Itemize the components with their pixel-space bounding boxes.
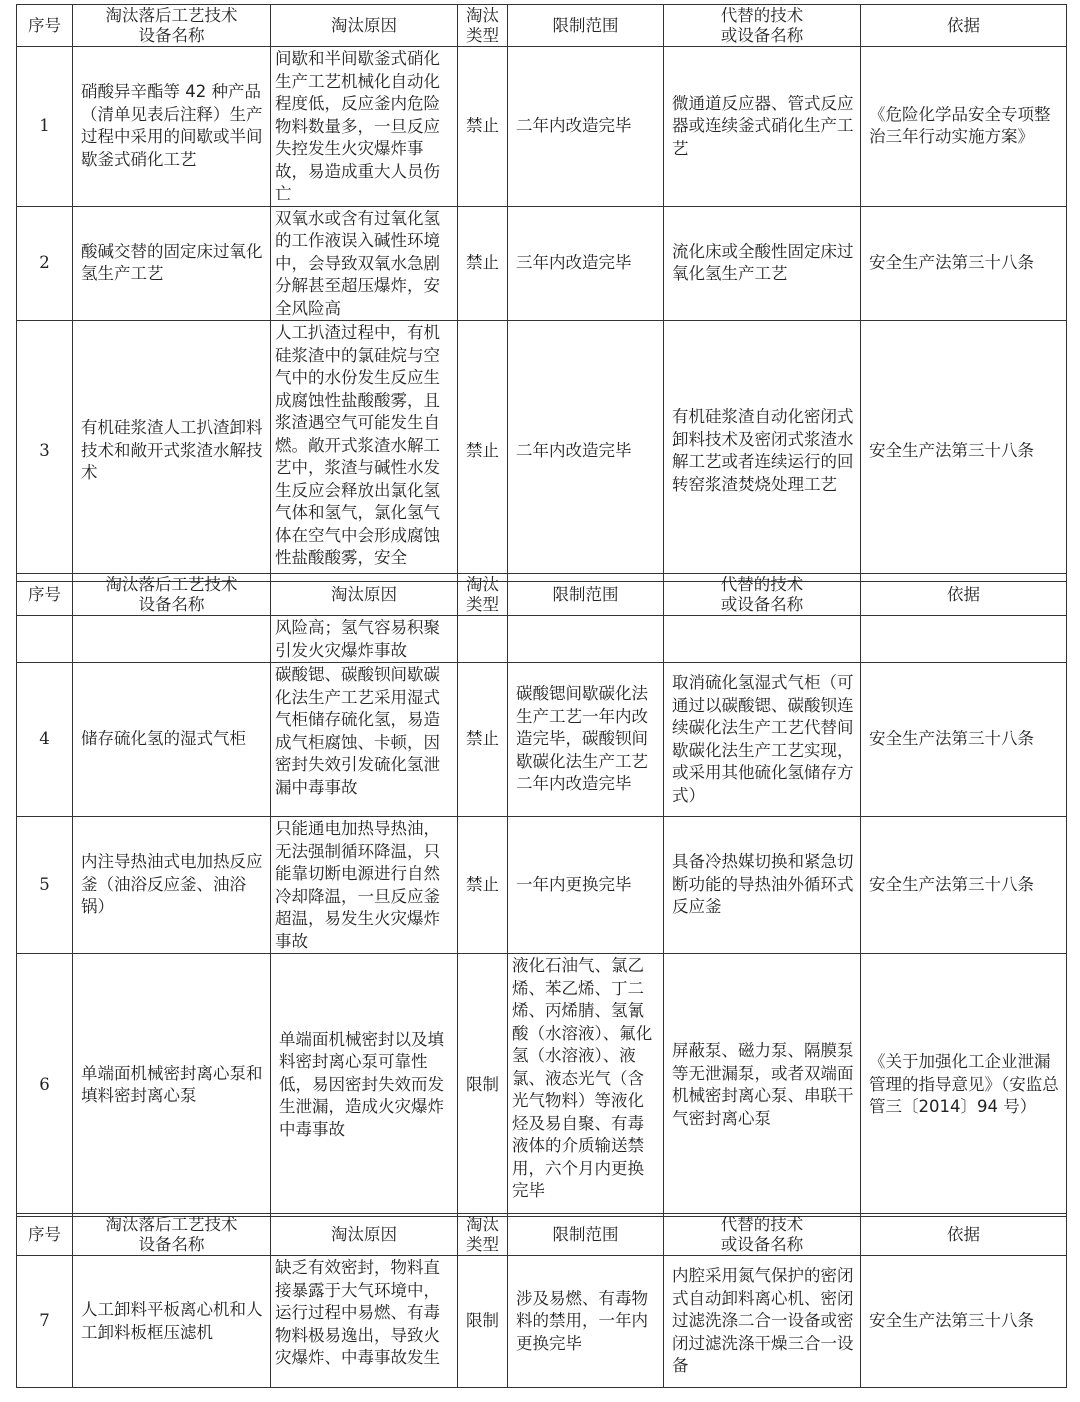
row-reason: 单端面机械密封以及填料密封离心泵可靠性低，易因密封失效而发生泄漏，造成火灾爆炸中毒事故	[271, 954, 458, 1217]
header-name	[73, 574, 271, 616]
row-num: 7	[17, 1256, 73, 1388]
row-name: 单端面机械密封离心泵和填料密封离心泵	[73, 954, 271, 1217]
row-type: 禁止	[458, 817, 508, 954]
table-row	[17, 954, 1067, 1217]
header-alt-line2: 或设备名称	[720, 25, 804, 45]
header-reason: 淘汰原因	[271, 5, 458, 47]
row-reason: 缺乏有效密封，物料直接暴露于大气环境中，运行过程中易燃、有毒物料极易逸出，导致火灾爆炸、中毒事故发生	[271, 1256, 458, 1388]
header-alternative	[664, 574, 861, 616]
header-type-line1: 淘汰	[466, 5, 499, 25]
table-row	[17, 206, 1067, 321]
row-reason: 只能通电加热导热油，无法强制循环降温，只能靠切断电源进行自然冷却降温，一旦反应釜超温，易发生火灾爆炸事故	[271, 817, 458, 954]
row-type: 限制	[458, 954, 508, 1217]
header-name	[73, 1214, 271, 1256]
header-scope: 限制范围	[508, 574, 664, 616]
header-scope: 限制范围	[508, 5, 664, 47]
row-alternative: 屏蔽泵、磁力泵、隔膜泵等无泄漏泵，或者双端面机械密封离心泵、串联干气密封离心泵	[664, 954, 861, 1217]
header-row	[17, 1214, 1067, 1256]
row-num: 1	[17, 47, 73, 207]
header-alt-line2: 或设备名称	[720, 594, 804, 614]
header-alt-line1: 代替的技术	[720, 5, 804, 25]
row-name: 储存硫化氢的湿式气柜	[73, 663, 271, 817]
row-type: 限制	[458, 1256, 508, 1388]
row-num: 3	[17, 321, 73, 582]
table-row	[17, 321, 1067, 582]
header-type	[458, 5, 508, 47]
header-alternative	[664, 1214, 861, 1256]
table-row	[17, 1256, 1067, 1388]
table-page-2	[16, 573, 1067, 1217]
header-basis: 依据	[861, 574, 1067, 616]
header-alt-line2: 或设备名称	[720, 1234, 804, 1254]
row-scope: 碳酸锶间歇碳化法生产工艺一年内改造完毕，碳酸钡间歇碳化法生产工艺二年内改造完毕	[508, 663, 664, 817]
header-basis: 依据	[861, 1214, 1067, 1256]
header-row	[17, 5, 1067, 47]
table-page-3	[16, 1213, 1067, 1388]
header-name-line1: 淘汰落后工艺技术	[105, 574, 238, 594]
row-basis: 《危险化学品安全专项整治三年行动实施方案》	[861, 47, 1067, 207]
table-row	[17, 663, 1067, 817]
table-row	[17, 817, 1067, 954]
row-name: 内注导热油式电加热反应釜（油浴反应釜、油浴锅）	[73, 817, 271, 954]
header-reason: 淘汰原因	[271, 574, 458, 616]
row-name: 硝酸异辛酯等 42 种产品（清单见表后注释）生产过程中采用的间歇或半间歇釜式硝化工艺	[73, 47, 271, 207]
row-reason: 碳酸锶、碳酸钡间歇碳化法生产工艺采用湿式气柜储存硫化氢，易造成气柜腐蚀、卡顿，因密封失效引发硫化氢泄漏中毒事故	[271, 663, 458, 817]
header-name-line1: 淘汰落后工艺技术	[105, 5, 238, 25]
row-name: 人工卸料平板离心机和人工卸料板框压滤机	[73, 1256, 271, 1388]
header-type	[458, 1214, 508, 1256]
row-num: 5	[17, 817, 73, 954]
header-name	[73, 5, 271, 47]
header-type	[458, 574, 508, 616]
header-type-line2: 类型	[466, 594, 499, 614]
header-alt-line1: 代替的技术	[720, 1214, 804, 1234]
header-row	[17, 574, 1067, 616]
row-reason: 间歇和半间歇釜式硝化生产工艺机械化自动化程度低，反应釜内危险物料数量多，一旦反应失控发生火灾爆炸事故，易造成重大人员伤亡	[271, 47, 458, 207]
row-basis: 安全生产法第三十八条	[861, 206, 1067, 321]
header-alt-line1: 代替的技术	[720, 574, 804, 594]
row-alternative: 内腔采用氮气保护的密闭式自动卸料离心机、密闭过滤洗涤二合一设备或密闭过滤洗涤干燥三合一设备	[664, 1256, 861, 1388]
row-alternative: 有机硅浆渣自动化密闭式卸料技术及密闭式浆渣水解工艺或者连续运行的回转窑浆渣焚烧处理工艺	[664, 321, 861, 582]
row-scope: 一年内更换完毕	[508, 817, 664, 954]
header-basis: 依据	[861, 5, 1067, 47]
header-num: 序号	[17, 1214, 73, 1256]
row-name: 有机硅浆渣人工扒渣卸料技术和敞开式浆渣水解技术	[73, 321, 271, 582]
row-scope: 二年内改造完毕	[508, 47, 664, 207]
row-type: 禁止	[458, 47, 508, 207]
header-alternative	[664, 5, 861, 47]
table-row-continued	[17, 616, 1067, 663]
row-type: 禁止	[458, 663, 508, 817]
header-type-line1: 淘汰	[466, 574, 499, 594]
row-reason: 人工扒渣过程中，有机硅浆渣中的氯硅烷与空气中的水份发生反应生成腐蚀性盐酸酸雾，且浆渣遇空气可能发生自燃。敞开式浆渣水解工艺中，浆渣与碱性水发生反应会释放出氯化氢气体和氢气，氯化氢气体在空气中会形成腐蚀性盐酸酸雾，安全	[271, 321, 458, 582]
row-scope: 二年内改造完毕	[508, 321, 664, 582]
row-alternative: 取消硫化氢湿式气柜（可通过以碳酸锶、碳酸钡连续碳化法生产工艺代替间歇碳化法生产工艺实现，或采用其他硫化氢储存方式）	[664, 663, 861, 817]
header-name-line2: 设备名称	[138, 1234, 205, 1254]
header-num: 序号	[17, 574, 73, 616]
row-scope: 液化石油气、氯乙烯、苯乙烯、丁二烯、丙烯腈、氢氰酸（水溶液）、氟化氢（水溶液）、液氯、液态光气（含光气物料）等液化烃及易自聚、有毒液体的介质输送禁用，六个月内更换完毕	[508, 954, 664, 1217]
row-basis: 安全生产法第三十八条	[861, 817, 1067, 954]
row-basis: 安全生产法第三十八条	[861, 321, 1067, 582]
row-basis: 安全生产法第三十八条	[861, 1256, 1067, 1388]
row-basis: 安全生产法第三十八条	[861, 663, 1067, 817]
header-scope: 限制范围	[508, 1214, 664, 1256]
header-type-line2: 类型	[466, 1234, 499, 1254]
header-reason: 淘汰原因	[271, 1214, 458, 1256]
row-scope: 涉及易燃、有毒物料的禁用，一年内更换完毕	[508, 1256, 664, 1388]
row-reason: 双氧水或含有过氧化氢的工作液误入碱性环境中，会导致双氧水急剧分解甚至超压爆炸，安全风险高	[271, 206, 458, 321]
header-name-line2: 设备名称	[138, 25, 205, 45]
row-type: 禁止	[458, 206, 508, 321]
header-type-line1: 淘汰	[466, 1214, 499, 1234]
row-basis: 《关于加强化工企业泄漏管理的指导意见》（安监总管三〔2014〕94 号）	[861, 954, 1067, 1217]
header-type-line2: 类型	[466, 25, 499, 45]
row-alternative: 具备冷热媒切换和紧急切断功能的导热油外循环式反应釜	[664, 817, 861, 954]
header-num: 序号	[17, 5, 73, 47]
table-row	[17, 47, 1067, 207]
row-alternative: 微通道反应器、管式反应器或连续釜式硝化生产工艺	[664, 47, 861, 207]
header-name-line1: 淘汰落后工艺技术	[105, 1214, 238, 1234]
row-name: 酸碱交替的固定床过氧化氢生产工艺	[73, 206, 271, 321]
row-reason-continued: 风险高；氢气容易积聚引发火灾爆炸事故	[271, 616, 458, 663]
row-num: 6	[17, 954, 73, 1217]
row-num: 2	[17, 206, 73, 321]
row-scope: 三年内改造完毕	[508, 206, 664, 321]
header-name-line2: 设备名称	[138, 594, 205, 614]
table-page-1	[16, 4, 1067, 582]
row-type: 禁止	[458, 321, 508, 582]
row-alternative: 流化床或全酸性固定床过氧化氢生产工艺	[664, 206, 861, 321]
row-num: 4	[17, 663, 73, 817]
